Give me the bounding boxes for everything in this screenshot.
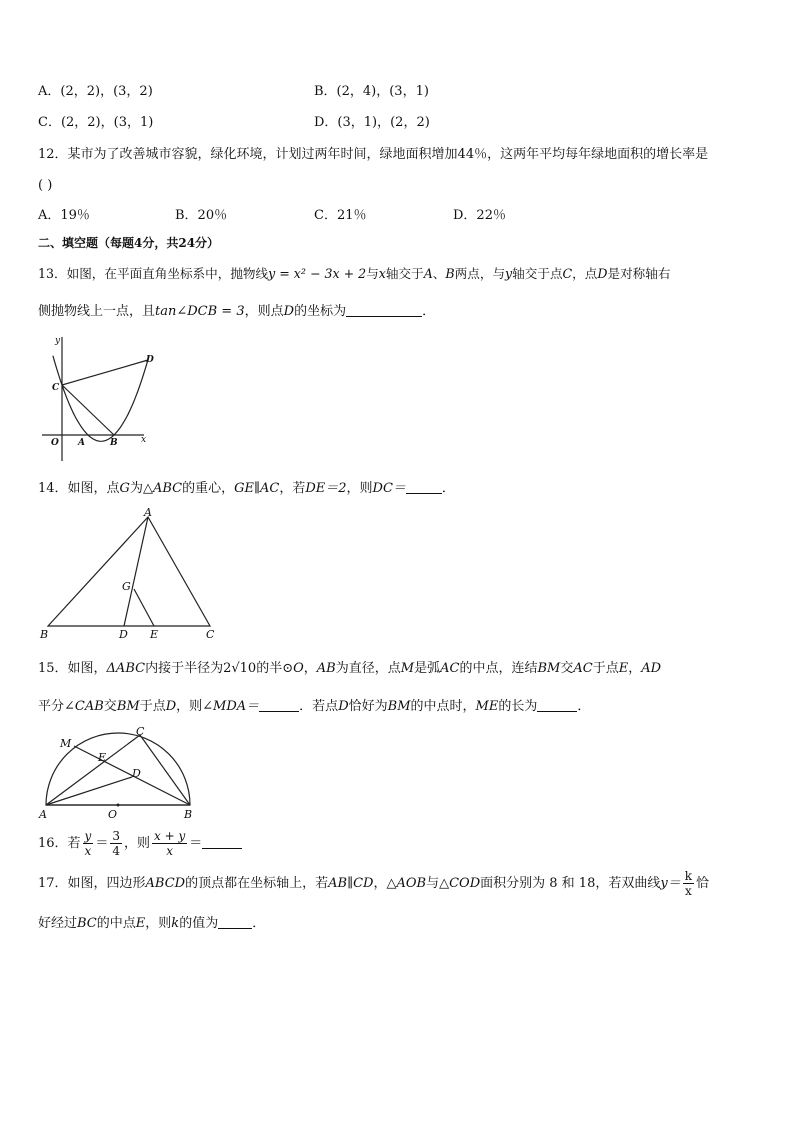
q11-option-a: A．(2，2)，(3，2) (38, 84, 153, 99)
fig13-label-c: C (52, 383, 60, 393)
segment-cd (62, 360, 148, 385)
q11-option-b: B．(2，4)，(3，1) (314, 84, 429, 99)
fig14-label-c: C (206, 628, 215, 641)
segment-cb (62, 385, 114, 435)
center-o (117, 804, 120, 807)
q15-line1: 15．如图，ΔABC内接于半径为2√10的半⊙O，AB为直径，点M是弧AC的中点，连结BM交AC于点E，AD (38, 661, 662, 676)
q12-stem: 12．某市为了改善城市容貌，绿化环境，计划过两年时间，绿地面积增加44％，这两年平均每年绿地面积的增长率是 (38, 147, 709, 162)
fig15-label-a: A (39, 808, 47, 821)
q13-answer-blank[interactable] (346, 302, 422, 317)
fig14-label-e: E (150, 628, 159, 641)
q15-answer-blank-2[interactable] (537, 697, 577, 712)
segment-ad (46, 777, 132, 805)
q15-line2: 平分∠CAB交BM于点D，则∠MDA＝ ．若点D恰好为BM的中点时，ME的长为 ． (38, 699, 591, 714)
q12-blank: ( ) (38, 178, 53, 193)
q12-option-c: C．21％ (314, 208, 367, 223)
q17-answer-blank[interactable] (218, 914, 252, 929)
fig13-label-d: D (146, 355, 154, 365)
fig13-label-o: O (51, 438, 59, 448)
triangle-abc (48, 517, 210, 626)
fig15-label-d: D (132, 767, 141, 780)
fig14-label-g: G (122, 580, 131, 593)
q11-option-c: C．(2，2)，(3，1) (38, 115, 154, 130)
segment-cb (140, 735, 190, 805)
q16-frac-xy-x: $\frac{x + y}{x}$ (154, 829, 186, 858)
q16-frac-yx: $\frac{y}{x}$ (84, 829, 92, 858)
fig15-label-o: O (108, 808, 118, 821)
fig13-label-x: x (141, 435, 147, 445)
q16-frac-3-4: $\frac{3}{4}$ (112, 829, 120, 858)
q11-option-d: D．(3，1)，(2，2) (314, 115, 430, 130)
q12-option-d: D．22％ (453, 208, 506, 223)
q13-figure (38, 335, 164, 463)
section-heading: 二、填空题（每题4分，共24分） (38, 236, 220, 250)
fig14-label-a: A (144, 506, 152, 519)
q13-line2: 侧抛物线上一点，且tan∠DCB = 3，则点D的坐标为 ． (38, 304, 436, 319)
q15-answer-blank-1[interactable] (259, 697, 299, 712)
fig15-label-b: B (184, 808, 193, 821)
segment-ge (134, 589, 154, 626)
parabola (53, 356, 149, 442)
fig15-label-c: C (136, 725, 145, 738)
q16-stem: 16．若 $\frac{y}{x}$ ＝ $\frac{3}{4}$ ，则 $\frac{x + y}{x}$ ＝ (38, 828, 242, 860)
fig14-label-b: B (40, 628, 49, 641)
q12-option-b: B．20％ (175, 208, 228, 223)
fig14-label-d: D (119, 628, 128, 641)
fig13-label-b: B (110, 438, 118, 448)
q17-frac-k-x: $\frac{k}{x}$ (684, 869, 692, 898)
fig13-label-a: A (78, 438, 85, 448)
fig15-label-e: E (98, 751, 107, 764)
median-ad (124, 517, 148, 626)
q14-answer-blank[interactable] (406, 479, 442, 494)
q17-line1: 17．如图，四边形ABCD的顶点都在坐标轴上，若AB∥CD，△AOB与△COD面积分别为 8 和 18，若双曲线y＝ $\frac{k}{x}$ 恰 (38, 869, 709, 898)
q15-figure (36, 725, 204, 821)
q17-line2: 好经过BC的中点E，则k的值为 ． (38, 916, 266, 931)
q16-answer-blank[interactable] (202, 834, 242, 849)
fig13-label-y: y (55, 336, 61, 346)
fig15-label-m: M (60, 737, 72, 750)
q14-stem: 14．如图，点G为△ABC的重心，GE∥AC，若DE＝2，则DC＝ ． (38, 481, 455, 496)
q14-figure (34, 505, 224, 643)
q12-option-a: A．19％ (38, 208, 90, 223)
q13-line1: 13．如图，在平面直角坐标系中，抛物线y = x² − 3x + 2与x轴交于A、B两点，与y轴交于点C，点D是对称轴右 (38, 266, 671, 281)
